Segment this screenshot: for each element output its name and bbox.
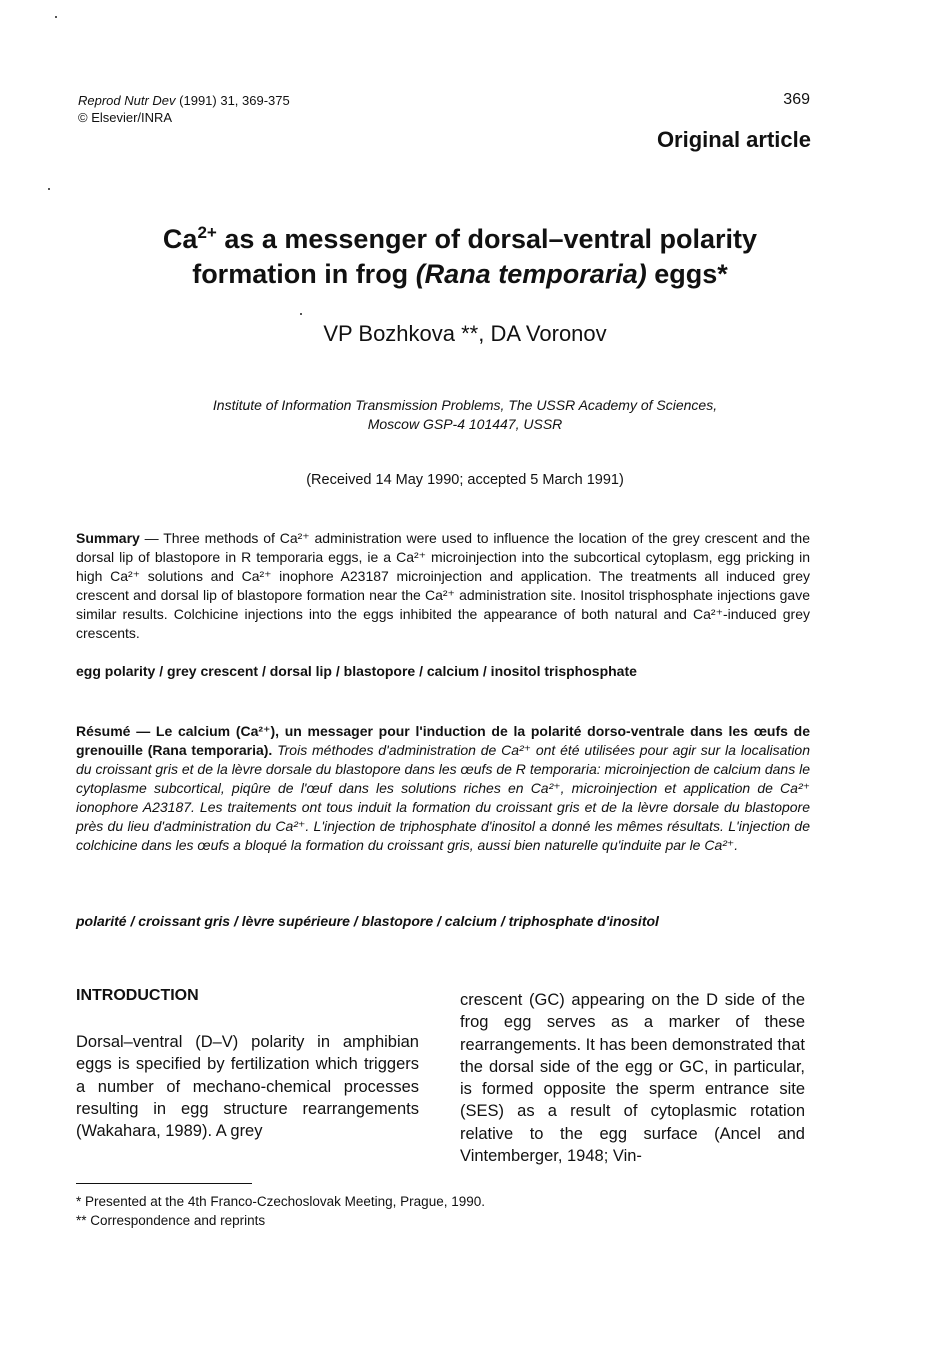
footnote-rule <box>76 1183 252 1184</box>
journal-line <box>78 92 290 109</box>
journal-volume: (1991) 31, 369-375 <box>175 93 290 108</box>
title-line-2: formation in frog (Rana temporaria) eggs* <box>192 259 728 289</box>
footnote-1: * Presented at the 4th Franco-Czechoslovak Meeting, Prague, 1990. <box>76 1194 485 1209</box>
scan-speck <box>300 313 302 315</box>
scan-speck <box>48 188 50 190</box>
section-heading-introduction: INTRODUCTION <box>76 987 199 1004</box>
article-type: Original article <box>656 127 811 152</box>
footnote-2: ** Correspondence and reprints <box>76 1213 266 1228</box>
body-column-left: Dorsal–ventral (D–V) polarity in amphibian eggs is specified by fertilization which triggers a number of mechano-chemical processes resulting in egg structure rearrangements (Wakahara, 1989). A grey <box>76 1033 419 1141</box>
summary-text: — Three methods of Ca²⁺ administration were used to influence the location of the grey crescent and the dorsal lip of blastopore in R temporaria eggs, ie a Ca²⁺ microinjection into the subcortical cytoplasm, egg pricking in high Ca²⁺ solutions and Ca²⁺ inophore A23187 microinjection and application. The treatments all induced grey crescent and dorsal lip of blastopore formation near the Ca²⁺ administration site. Inositol trisphosphate injections gave similar results. Colchicine injections into the eggs inhibited the appearance of both natural and Ca²⁺-induced grey crescents. <box>76 530 810 641</box>
scan-speck <box>55 16 57 18</box>
resume-label: Résumé — Le calcium (Ca²⁺), un messager pour l'induction de la polarité dorso-ventrale dans les œufs de grenouille (Rana temporaria). <box>76 723 810 758</box>
resume-text: Trois méthodes d'administration de Ca²⁺ ont été utilisées pour agir sur la localisation du croissant gris et de la lèvre dorsale du blastopore dans les œufs de R temporaria: microinjection de calcium dans le cytoplasme subcortical, piqûre de l'œuf dans les solutions riches en Ca²⁺, microinjection et application de Ca²⁺ ionophore A23187. Les traitements ont tous induit la formation du croissant gris et de la lèvre dorsale du blastopore près du lieu d'administration du Ca²⁺. L'injection de triphosphate d'inositol a donné les mêmes résultats. L'injection de colchicine dans les œufs a bloqué la formation du croissant gris, aussi bien naturelle qu'induite par le Ca²⁺. <box>76 742 810 853</box>
keywords-french: polarité / croissant gris / lèvre supérieure / blastopore / calcium / triphosphate d'inositol <box>76 913 659 929</box>
keywords-english: egg polarity / grey crescent / dorsal lip / blastopore / calcium / inositol trisphosphate <box>76 663 637 679</box>
title-line-1: $Ca^{2+}$ as a messenger of dorsal–ventral polarity <box>162 223 758 254</box>
body-column-right: crescent (GC) appearing on the D side of the frog egg serves as a marker of these rearrangements. It has been demonstrated that the dorsal side of the egg or GC, in particular, is formed opposite the sperm entrance site (SES) as a result of cytoplasmic rotation relative to the egg surface (Ancel and Vintemberger, 1948; Vin- <box>460 991 805 1166</box>
publisher: © Elsevier/INRA <box>78 110 173 125</box>
journal-name: Reprod Nutr Dev <box>78 93 176 108</box>
affiliation: Institute of Information Transmission Problems, The USSR Academy of Sciences, Moscow GSP-4 101447, USSR <box>212 397 718 432</box>
paper-title <box>100 222 820 292</box>
summary-abstract <box>76 529 810 643</box>
resume-abstract <box>76 722 810 855</box>
species-name: (Rana temporaria) <box>415 259 647 289</box>
summary-label: Summary <box>76 530 140 546</box>
authors: VP Bozhkova **, DA Voronov <box>323 321 607 346</box>
received-dates: (Received 14 May 1990; accepted 5 March 1991) <box>306 472 624 488</box>
journal-citation <box>78 92 290 126</box>
page-number: 369 <box>783 91 810 108</box>
